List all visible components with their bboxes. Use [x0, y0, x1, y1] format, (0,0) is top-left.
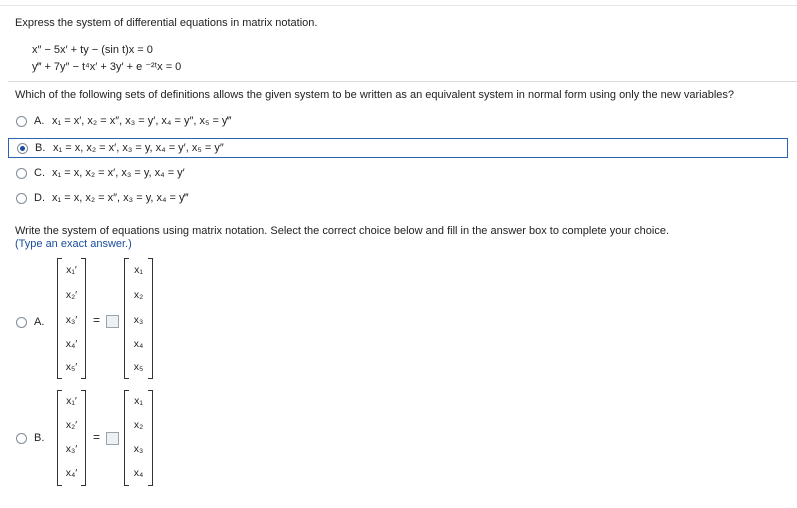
answer-input-box[interactable]: [106, 315, 119, 328]
definitions-question: Which of the following sets of definitions allows the given system to be written as an equivalent system in normal form using only the new variables?: [15, 89, 735, 101]
rhs-vector-b: [124, 390, 153, 486]
vector-entry: x₁: [134, 264, 143, 276]
definition-option-d[interactable]: [8, 188, 788, 208]
radio-icon[interactable]: [16, 433, 27, 444]
vector-entry: x₃: [133, 314, 144, 326]
vector-entry: x₂: [133, 419, 144, 431]
equation-1: x″ − 5x′ + ty − (sin t)x = 0: [32, 44, 153, 56]
lhs-derivative-vector-b: [57, 390, 86, 486]
section-divider: [8, 81, 797, 82]
radio-icon[interactable]: [16, 193, 27, 204]
lhs-derivative-vector-a: [57, 258, 86, 379]
equals-sign: =: [93, 430, 101, 444]
top-divider: [0, 5, 797, 6]
option-text: x₁ = x, x₂ = x′, x₃ = y, x₄ = y′, x₅ = y″: [53, 142, 224, 154]
vector-entry: x₂′: [65, 419, 78, 431]
definition-option-b[interactable]: [8, 138, 788, 158]
vector-entry: x₃′: [65, 314, 78, 326]
radio-icon[interactable]: [16, 116, 27, 127]
equation-2: y‴ + 7y″ − t⁴x′ + 3y′ + e ⁻²ᵗx = 0: [32, 61, 182, 73]
radio-selected-icon[interactable]: [17, 143, 28, 154]
option-letter: A.: [34, 316, 45, 328]
vector-entry: x₃′: [65, 443, 78, 455]
equals-sign: =: [93, 313, 101, 327]
option-letter: B.: [34, 432, 45, 444]
vector-entry: x₅′: [65, 361, 78, 373]
matrix-choice-b[interactable]: [16, 432, 44, 444]
vector-entry: x₁′: [66, 395, 77, 407]
matrix-question: Write the system of equations using matrix notation. Select the correct choice below and fill in the answer box to complete your choice.: [15, 225, 670, 237]
vector-entry: x₅: [133, 361, 144, 373]
vector-entry: x₁′: [66, 264, 77, 276]
vector-entry: x₄′: [65, 338, 78, 350]
answer-input-box[interactable]: [106, 432, 119, 445]
question-prompt: Express the system of differential equations in matrix notation.: [15, 17, 318, 29]
vector-entry: x₄: [133, 467, 144, 479]
option-text: x₁ = x, x₂ = x′, x₃ = y, x₄ = y′: [52, 167, 185, 179]
vector-entry: x₂: [133, 289, 144, 301]
vector-entry: x₄′: [65, 467, 78, 479]
option-text: x₁ = x, x₂ = x″, x₃ = y, x₄ = y‴: [52, 192, 189, 204]
definition-option-a[interactable]: [8, 111, 788, 131]
option-letter: D.: [34, 192, 45, 204]
option-letter: C.: [34, 167, 45, 179]
vector-entry: x₁: [134, 395, 143, 407]
vector-entry: x₄: [133, 338, 144, 350]
option-letter: A.: [34, 115, 45, 127]
rhs-vector-a: [124, 258, 153, 379]
radio-icon[interactable]: [16, 168, 27, 179]
vector-entry: x₃: [133, 443, 144, 455]
option-text: x₁ = x′, x₂ = x″, x₃ = y′, x₄ = y″, x₅ = y‴: [52, 115, 232, 127]
radio-icon[interactable]: [16, 317, 27, 328]
answer-hint: (Type an exact answer.): [15, 238, 132, 250]
definition-option-c[interactable]: [8, 163, 788, 183]
vector-entry: x₂′: [65, 289, 78, 301]
matrix-choice-a[interactable]: [16, 316, 44, 328]
option-letter: B.: [35, 142, 46, 154]
